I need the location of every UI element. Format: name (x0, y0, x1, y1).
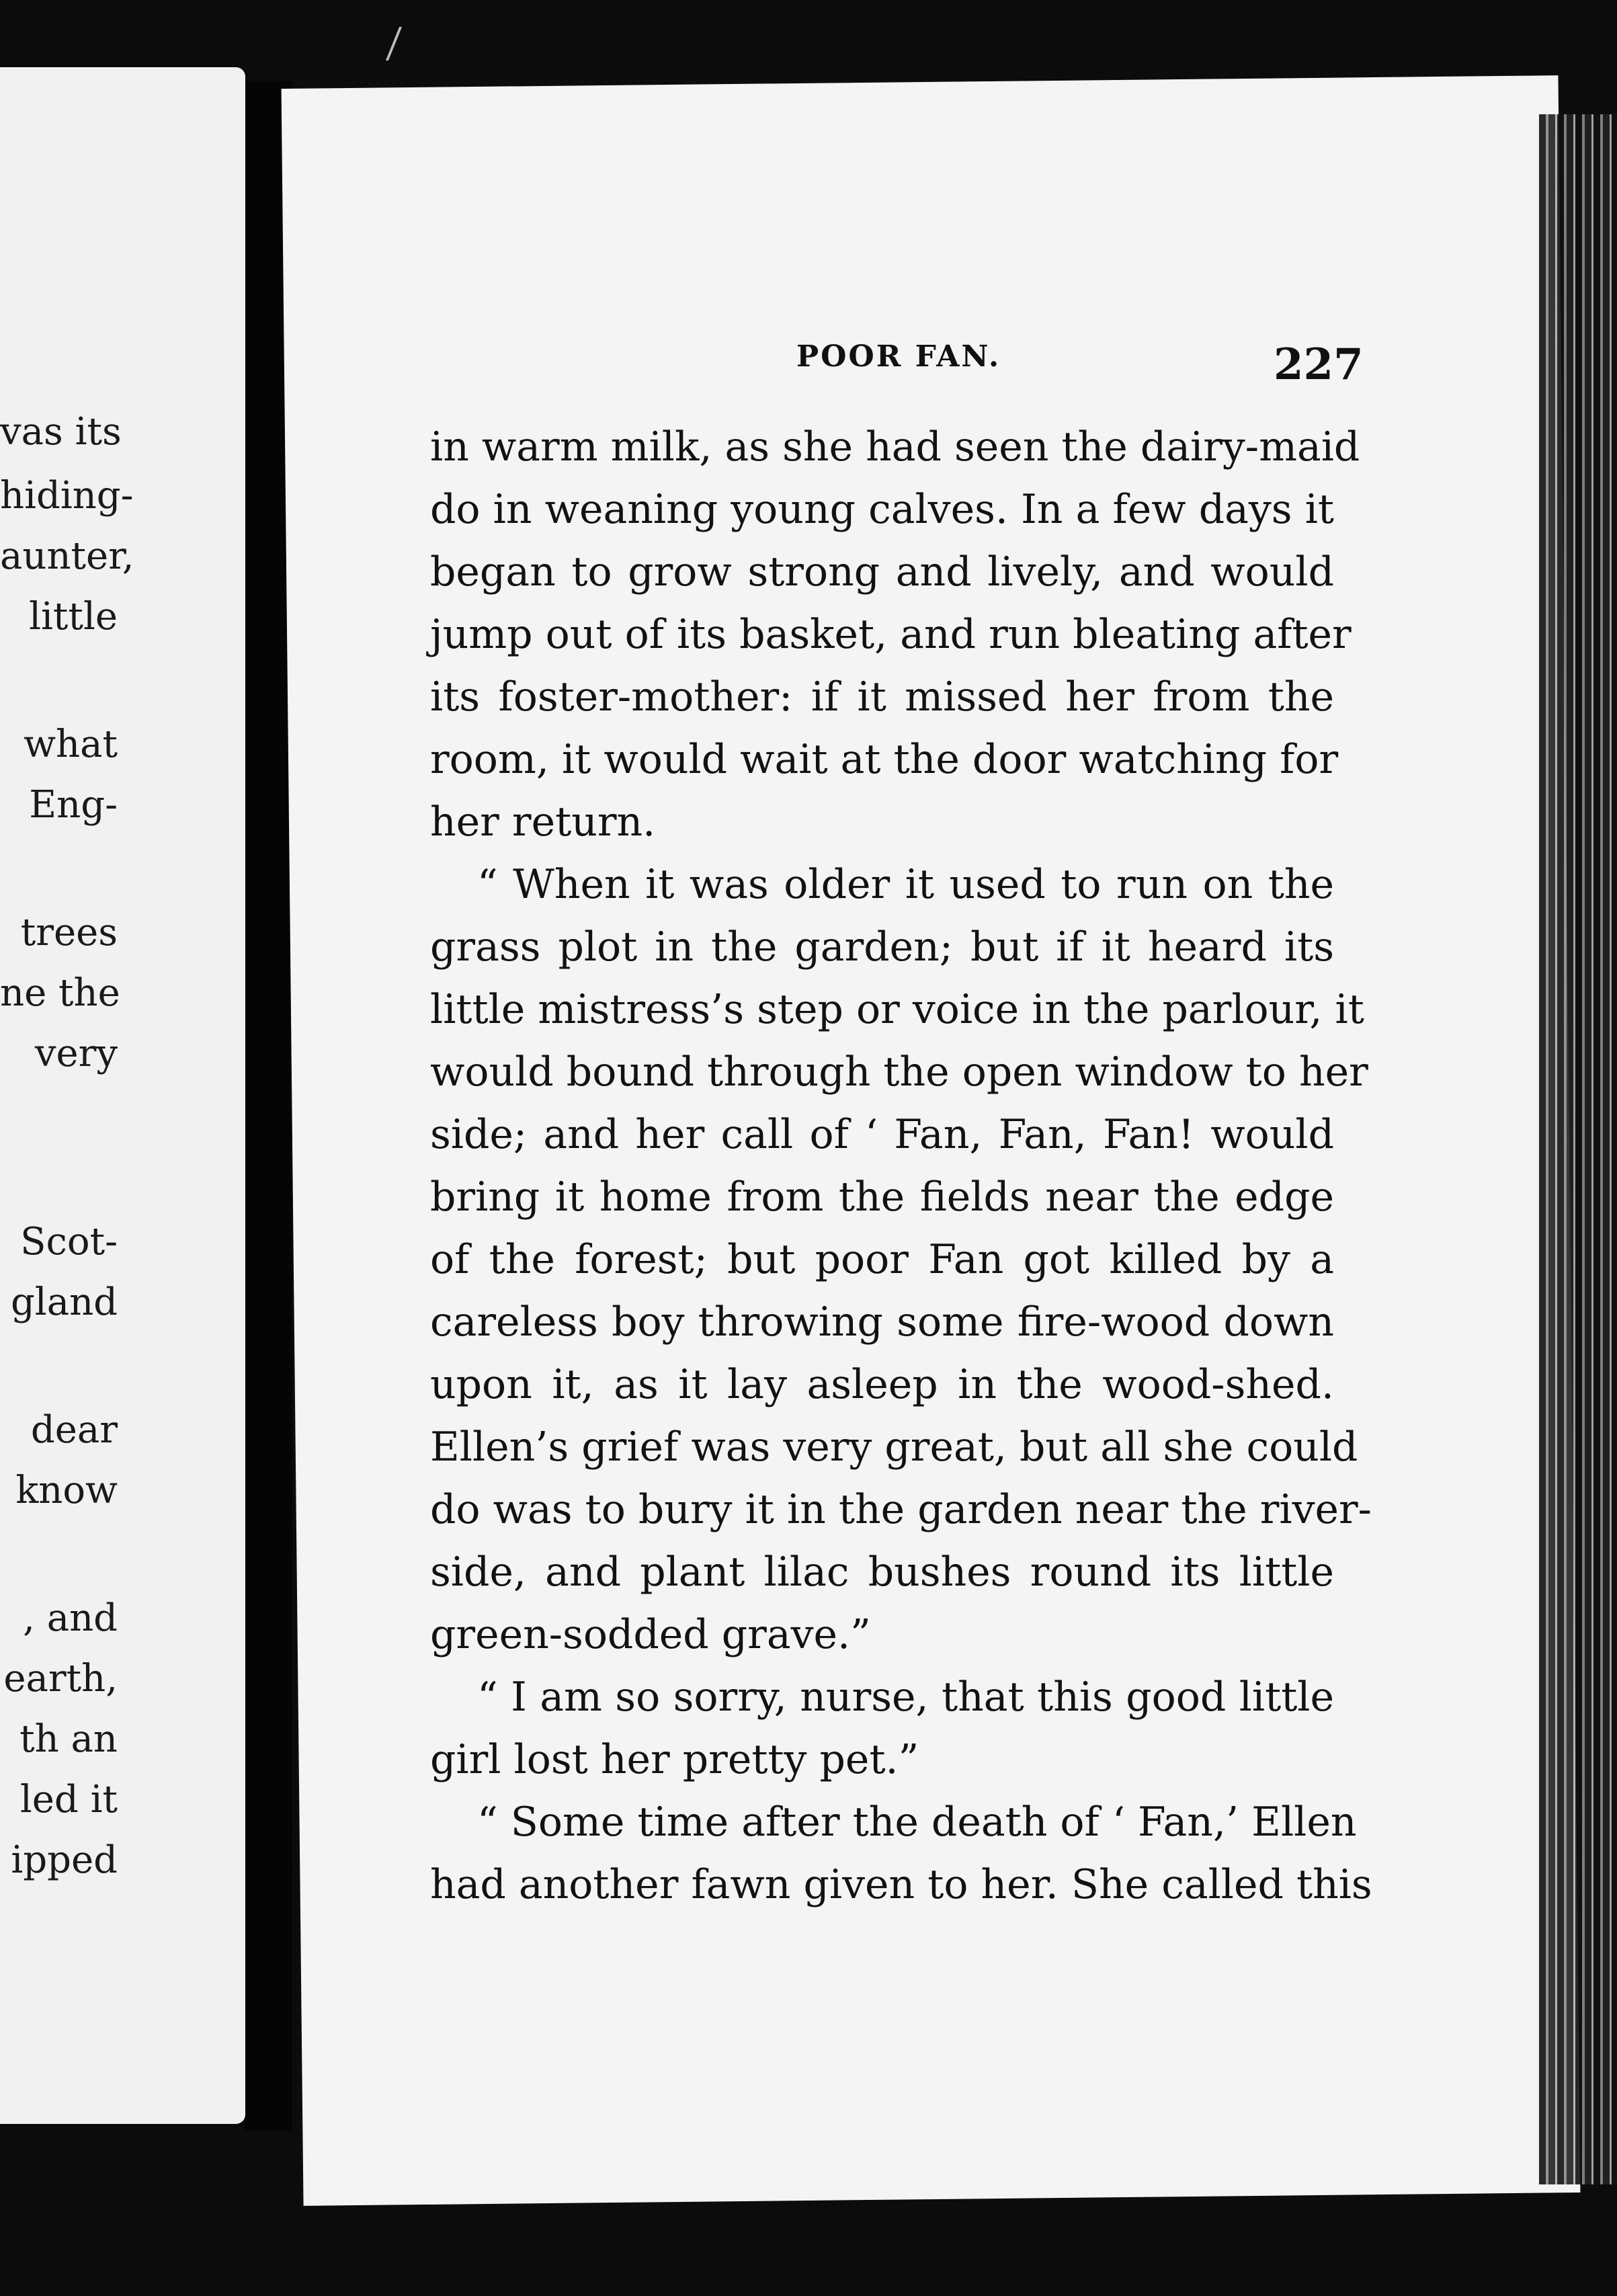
scan-artifact-mark (370, 27, 402, 60)
left-line-fragment: vas its (0, 410, 122, 454)
left-line-fragment: gland (10, 1280, 118, 1324)
text-line: green-sodded grave.” (430, 1611, 871, 1658)
left-line-fragment: , and (23, 1596, 118, 1640)
left-line-fragment: ne the (0, 971, 120, 1015)
left-line-fragment: what (24, 723, 118, 766)
text-line: side; and her call of ‘ Fan, Fan, Fan! would (430, 1111, 1334, 1158)
left-line-fragment: led it (19, 1778, 118, 1821)
text-line: room, it would wait at the door watching for (430, 736, 1339, 783)
left-line-fragment: know (15, 1469, 118, 1512)
text-line: Ellen’s grief was very great, but all she could (430, 1424, 1358, 1471)
left-line-fragment: little (29, 595, 118, 639)
text-line: “ When it was older it used to run on the (477, 861, 1334, 908)
text-line: in warm milk, as she had seen the dairy-maid (430, 423, 1360, 470)
text-line: “ I am so sorry, nurse, that this good little (477, 1674, 1334, 1721)
left-line-fragment: th an (19, 1717, 118, 1761)
left-line-fragment: earth, (3, 1657, 118, 1700)
left-line-fragment: Eng- (29, 783, 118, 827)
text-line: would bound through the open window to her (430, 1049, 1368, 1096)
running-head: POOR FAN. (796, 339, 1001, 374)
text-line: bring it home from the fields near the edge (430, 1174, 1334, 1221)
text-line: upon it, as it lay asleep in the wood-shed. (430, 1361, 1334, 1408)
left-line-fragment: very (34, 1032, 118, 1075)
text-line: do was to bury it in the garden near the river- (430, 1486, 1372, 1533)
page-edges (1539, 114, 1617, 2184)
text-line: little mistress’s step or voice in the parlour, it (430, 986, 1364, 1033)
text-line: of the forest; but poor Fan got killed by a (430, 1236, 1334, 1283)
text-line: jump out of its basket, and run bleating after (430, 611, 1352, 658)
text-line: began to grow strong and lively, and would (430, 548, 1334, 596)
left-page (0, 67, 245, 2124)
left-line-fragment: Scot- (20, 1220, 118, 1264)
left-line-fragment: trees (20, 911, 118, 954)
page-number: 227 (1274, 339, 1364, 390)
text-line: its foster-mother: if it missed her from the (430, 673, 1334, 721)
text-line: grass plot in the garden; but if it heard its (430, 924, 1334, 971)
left-line-fragment: aunter, (0, 534, 134, 578)
left-line-fragment: dear (30, 1408, 118, 1452)
text-line: her return. (430, 798, 656, 846)
text-line: girl lost her pretty pet.” (430, 1736, 919, 1783)
text-line: “ Some time after the death of ‘ Fan,’ Ellen (477, 1799, 1357, 1846)
text-line: had another fawn given to her. She called this (430, 1861, 1372, 1908)
text-line: careless boy throwing some fire-wood down (430, 1299, 1334, 1346)
left-line-fragment: ipped (11, 1838, 118, 1882)
text-line: side, and plant lilac bushes round its little (430, 1549, 1334, 1596)
text-line: do in weaning young calves. In a few days it (430, 486, 1334, 533)
left-line-fragment: hiding- (0, 474, 134, 518)
